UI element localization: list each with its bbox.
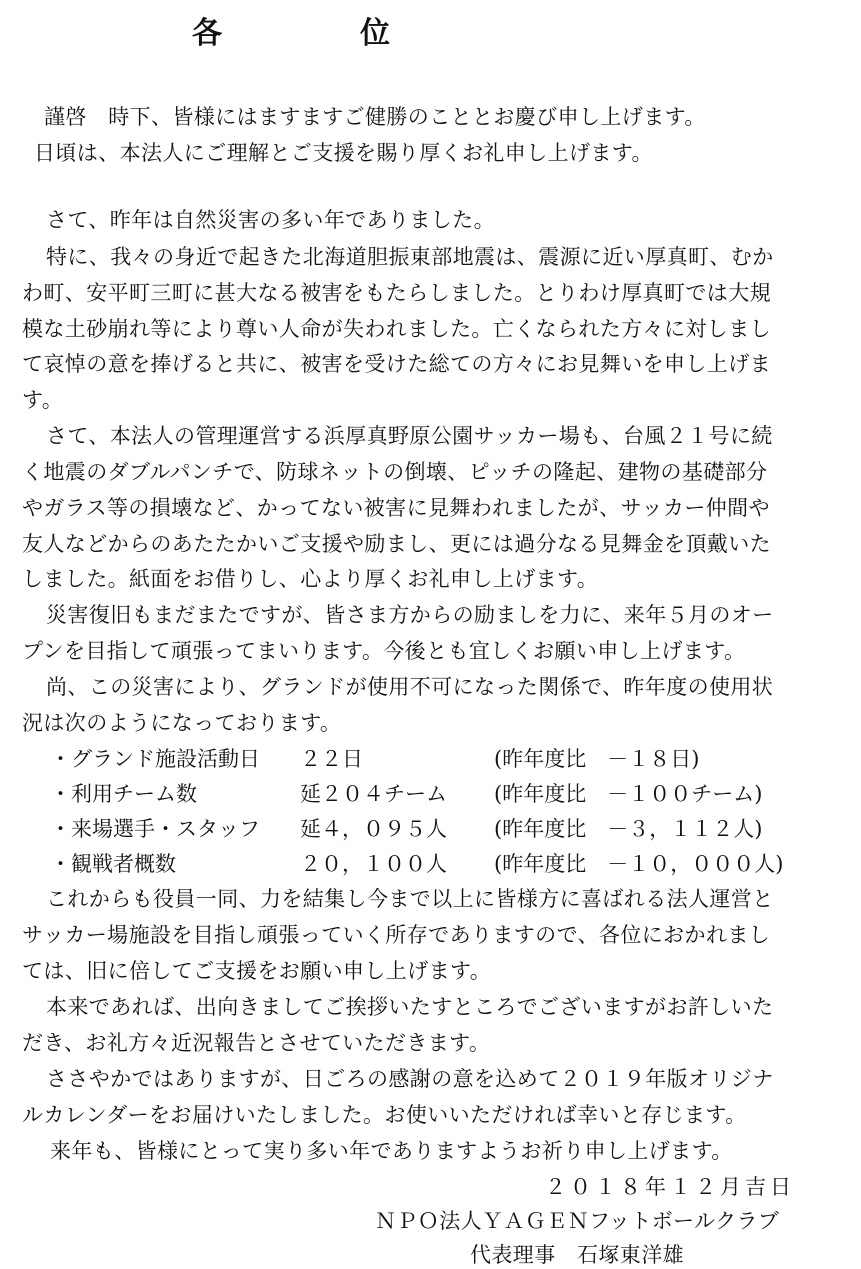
stats-row [50,746,840,773]
stats-value: ２０，１００人 [300,852,447,876]
stats-row [50,816,840,843]
body-line: す。 [22,388,64,412]
body-line: さて、本法人の管理運営する浜厚真野原公園サッカー場も、台風２１号に続 [46,424,773,448]
closing-line: ルカレンダーをお届けいたしました。お使いいただければ幸いと存じます。 [22,1103,747,1127]
stats-compare: (昨年度比 －１８日) [494,747,700,771]
body-line: て哀悼の意を捧げると共に、被害を受けた総ての方々にお見舞いを申し上げま [22,352,771,376]
signature-representative: 代表理事 石塚東洋雄 [470,1243,684,1267]
body-line: 災害復旧もまだまたですが、皆さま方からの励ましを力に、来年５月のオー [46,603,774,627]
stats-label: ・観戦者概数 [50,852,176,876]
stats-value: ２２日 [300,747,363,771]
closing-line: 本来であれば、出向きましてご挨拶いたすところでございますがお許しいた [46,995,774,1019]
title-char-right: 位 [360,16,390,51]
body-line: 尚、この災害により、グランドが使用不可になった関係で、昨年度の使用状 [46,675,774,699]
body-line: わ町、安平町三町に甚大なる被害をもたらしました。とりわけ厚真町では大規 [22,281,771,305]
stats-row [50,851,840,878]
stats-compare: (昨年度比 －１０，０００人) [494,852,784,876]
signature-organization: ＮＰＯ法人ＹＡＧＥＮフットボールクラブ [375,1209,780,1233]
stats-label: ・来場選手・スタッフ [50,817,260,841]
stats-value: 延２０４チーム [300,782,447,806]
stats-compare: (昨年度比 －１００チーム) [494,782,763,806]
body-line: 況は次のようになっております。 [22,711,342,735]
body-line: く地震のダブルパンチで、防球ネットの倒壊、ピッチの隆起、建物の基礎部分 [22,460,768,484]
stats-compare: (昨年度比 －３，１１２人) [494,817,763,841]
body-line: 友人などからのあたたかいご支援や励まし、更には過分なる見舞金を頂戴いた [22,532,771,556]
body-line: しました。紙面をお借りし、心より厚くお礼申し上げます。 [22,567,599,591]
document-title [0,10,861,60]
closing-line: ては、旧に倍してご支援をお願い申し上げます。 [22,959,492,983]
stats-label: ・グランド施設活動日 [50,747,260,771]
closing-line: サッカー場施設を目指し頑張っていく所存でありますので、各位におかれまし [22,923,771,947]
stats-value: 延４，０９５人 [300,817,447,841]
closing-line: だき、お礼方々近況報告とさせていただきます。 [22,1031,491,1055]
stats-label: ・利用チーム数 [50,782,197,806]
body-line: プンを目指して頑張ってまいります。今後とも宜しくお願い申し上げます。 [22,639,746,663]
title-char-left: 各 [192,16,222,51]
stats-row [50,781,840,808]
closing-line: ささやかではありますが、日ごろの感謝の意を込めて２０１９年版オリジナ [46,1067,774,1091]
greeting-line: 謹啓 時下、皆様にはますますご健勝のこととお慶び申し上げます。 [44,105,706,129]
body-line: 模な土砂崩れ等により尊い人命が失われました。亡くなられた方々に対しまし [22,317,771,341]
greeting-line: 日頃は、本法人にご理解とご支援を賜り厚くお礼申し上げます。 [34,141,653,165]
body-line: さて、昨年は自然災害の多い年でありました。 [46,208,495,232]
signature-date: ２０１８年１２月吉日 [545,1175,795,1199]
closing-line: 来年も、皆様にとって実り多い年でありますようお祈り申し上げます。 [50,1139,733,1163]
body-line: やガラス等の損壊など、かってない被害に見舞われましたが、サッカー仲間や [22,496,770,520]
closing-line: これからも役員一同、力を結集し今まで以上に皆様方に喜ばれる法人運営と [46,887,774,911]
body-line: 特に、我々の身近で起きた北海道胆振東部地震は、震源に近い厚真町、むか [46,245,774,269]
